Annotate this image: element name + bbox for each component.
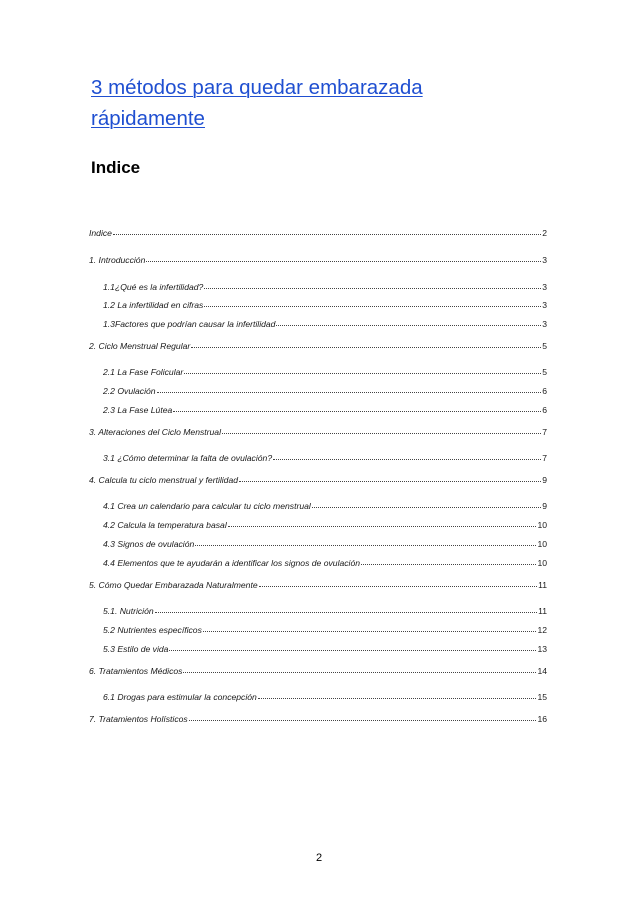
toc-entry-page: 15 [537,692,547,702]
toc-entry-label: 3.1 ¿Cómo determinar la falta de ovulación? [103,453,273,463]
toc-dot-leader [184,373,541,374]
toc-entry-label: 5.1. Nutrición [103,606,154,616]
toc-entry-label: 4.1 Crea un calendario para calcular tu ciclo menstrual [103,501,311,511]
toc-entry[interactable] [103,643,547,655]
toc-entry[interactable] [103,538,547,550]
toc-dot-leader [203,631,537,632]
toc-entry-label: 2.1 La Fase Folicular [103,367,184,377]
toc-entry[interactable] [103,281,547,293]
toc-entry[interactable] [89,665,547,677]
toc-dot-leader [189,720,537,721]
toc-entry-label: 2.2 Ovulación [103,386,156,396]
toc-dot-leader [146,261,541,262]
toc-entry[interactable] [103,624,547,636]
toc-entry[interactable] [103,366,547,378]
toc-entry[interactable] [103,404,547,416]
toc-entry-page: 13 [537,644,547,654]
toc-entry-label: 5.2 Nutrientes específicos [103,625,202,635]
toc-entry-label: 6.1 Drogas para estimular la concepción [103,692,257,702]
toc-dot-leader [169,650,536,651]
toc-entry[interactable] [89,713,547,725]
page-number: 2 [315,852,323,864]
toc-dot-leader [239,481,541,482]
toc-entry-label: 1.1¿Qué es la infertilidad? [103,282,204,292]
toc-dot-leader [183,672,536,673]
toc-entry-label: 1.3Factores que podrían causar la infertilidad [103,319,276,329]
toc-entry-label: 7. Tratamientos Holísticos [89,714,188,724]
toc-entry-page: 3 [542,300,547,310]
toc-entry-label: 3. Alteraciones del Ciclo Menstrual [89,427,221,437]
toc-dot-leader [228,526,537,527]
toc-entry-label: 1.2 La infertilidad en cifras [103,300,204,310]
toc-entry-page: 10 [537,520,547,530]
toc-entry-page: 5 [542,367,547,377]
toc-entry-page: 7 [542,427,547,437]
toc-entry-page: 14 [537,666,547,676]
toc-entry[interactable] [89,340,547,352]
toc-entry-page: 3 [542,282,547,292]
toc-dot-leader [222,433,541,434]
toc-dot-leader [312,507,541,508]
toc-entry[interactable] [103,605,547,617]
toc-dot-leader [195,545,536,546]
toc-entry-page: 11 [538,580,547,590]
toc-entry[interactable] [103,500,547,512]
toc-entry[interactable] [103,691,547,703]
toc-entry-label: 5. Cómo Quedar Embarazada Naturalmente [89,580,258,590]
toc-entry[interactable] [103,299,547,311]
toc-entry-page: 16 [537,714,547,724]
toc-entry-page: 9 [542,475,547,485]
toc-dot-leader [259,586,537,587]
toc-entry-label: 4.3 Signos de ovulación [103,539,195,549]
toc-dot-leader [273,459,541,460]
toc-entry[interactable] [89,426,547,438]
toc-dot-leader [276,325,541,326]
toc-entry-label: 4.4 Elementos que te ayudarán a identificar los signos de ovulación [103,558,361,568]
toc-heading: Indice [91,158,141,177]
toc-entry-label: 2.3 La Fase Lútea [103,405,173,415]
toc-entry-label: 5.3 Estilo de vida [103,644,169,654]
toc-entry-label: 4.2 Calcula la temperatura basal [103,520,227,530]
toc-entry[interactable] [89,474,547,486]
toc-dot-leader [173,411,541,412]
toc-entry-page: 5 [542,341,547,351]
toc-entry-page: 7 [542,453,547,463]
toc-dot-leader [113,234,541,235]
toc-entry-label: 2. Ciclo Menstrual Regular [89,341,191,351]
toc-dot-leader [204,306,541,307]
toc-dot-leader [191,347,541,348]
toc-entry[interactable] [103,452,547,464]
toc-dot-leader [258,698,537,699]
toc-entry-page: 12 [537,625,547,635]
toc-entry-label: 6. Tratamientos Médicos [89,666,183,676]
toc-entry[interactable] [103,557,547,569]
toc-entry-label: 4. Calcula tu ciclo menstrual y fertilidad [89,475,239,485]
toc-dot-leader [157,392,542,393]
toc-entry-page: 6 [542,386,547,396]
toc-entry-label: 1. Introducción [89,255,146,265]
toc-entry-page: 11 [538,606,547,616]
toc-entry-page: 2 [542,228,547,238]
toc-dot-leader [155,612,537,613]
toc-dot-leader [361,564,536,565]
toc-entry[interactable] [103,385,547,397]
toc-entry-page: 6 [542,405,547,415]
document-title[interactable]: 3 métodos para quedar embarazada rápidamente [91,76,423,130]
toc-entry[interactable] [89,254,547,266]
toc-entry-page: 3 [542,319,547,329]
toc-entry-label: Indice [89,228,112,238]
toc-entry-page: 3 [542,255,547,265]
toc-dot-leader [204,288,541,289]
toc-entry[interactable] [103,519,547,531]
toc-entry[interactable] [89,227,547,239]
toc-entry-page: 9 [542,501,547,511]
toc-entry[interactable] [103,318,547,330]
toc-entry-page: 10 [537,558,547,568]
toc-entry-page: 10 [537,539,547,549]
toc-entry[interactable] [89,579,547,591]
